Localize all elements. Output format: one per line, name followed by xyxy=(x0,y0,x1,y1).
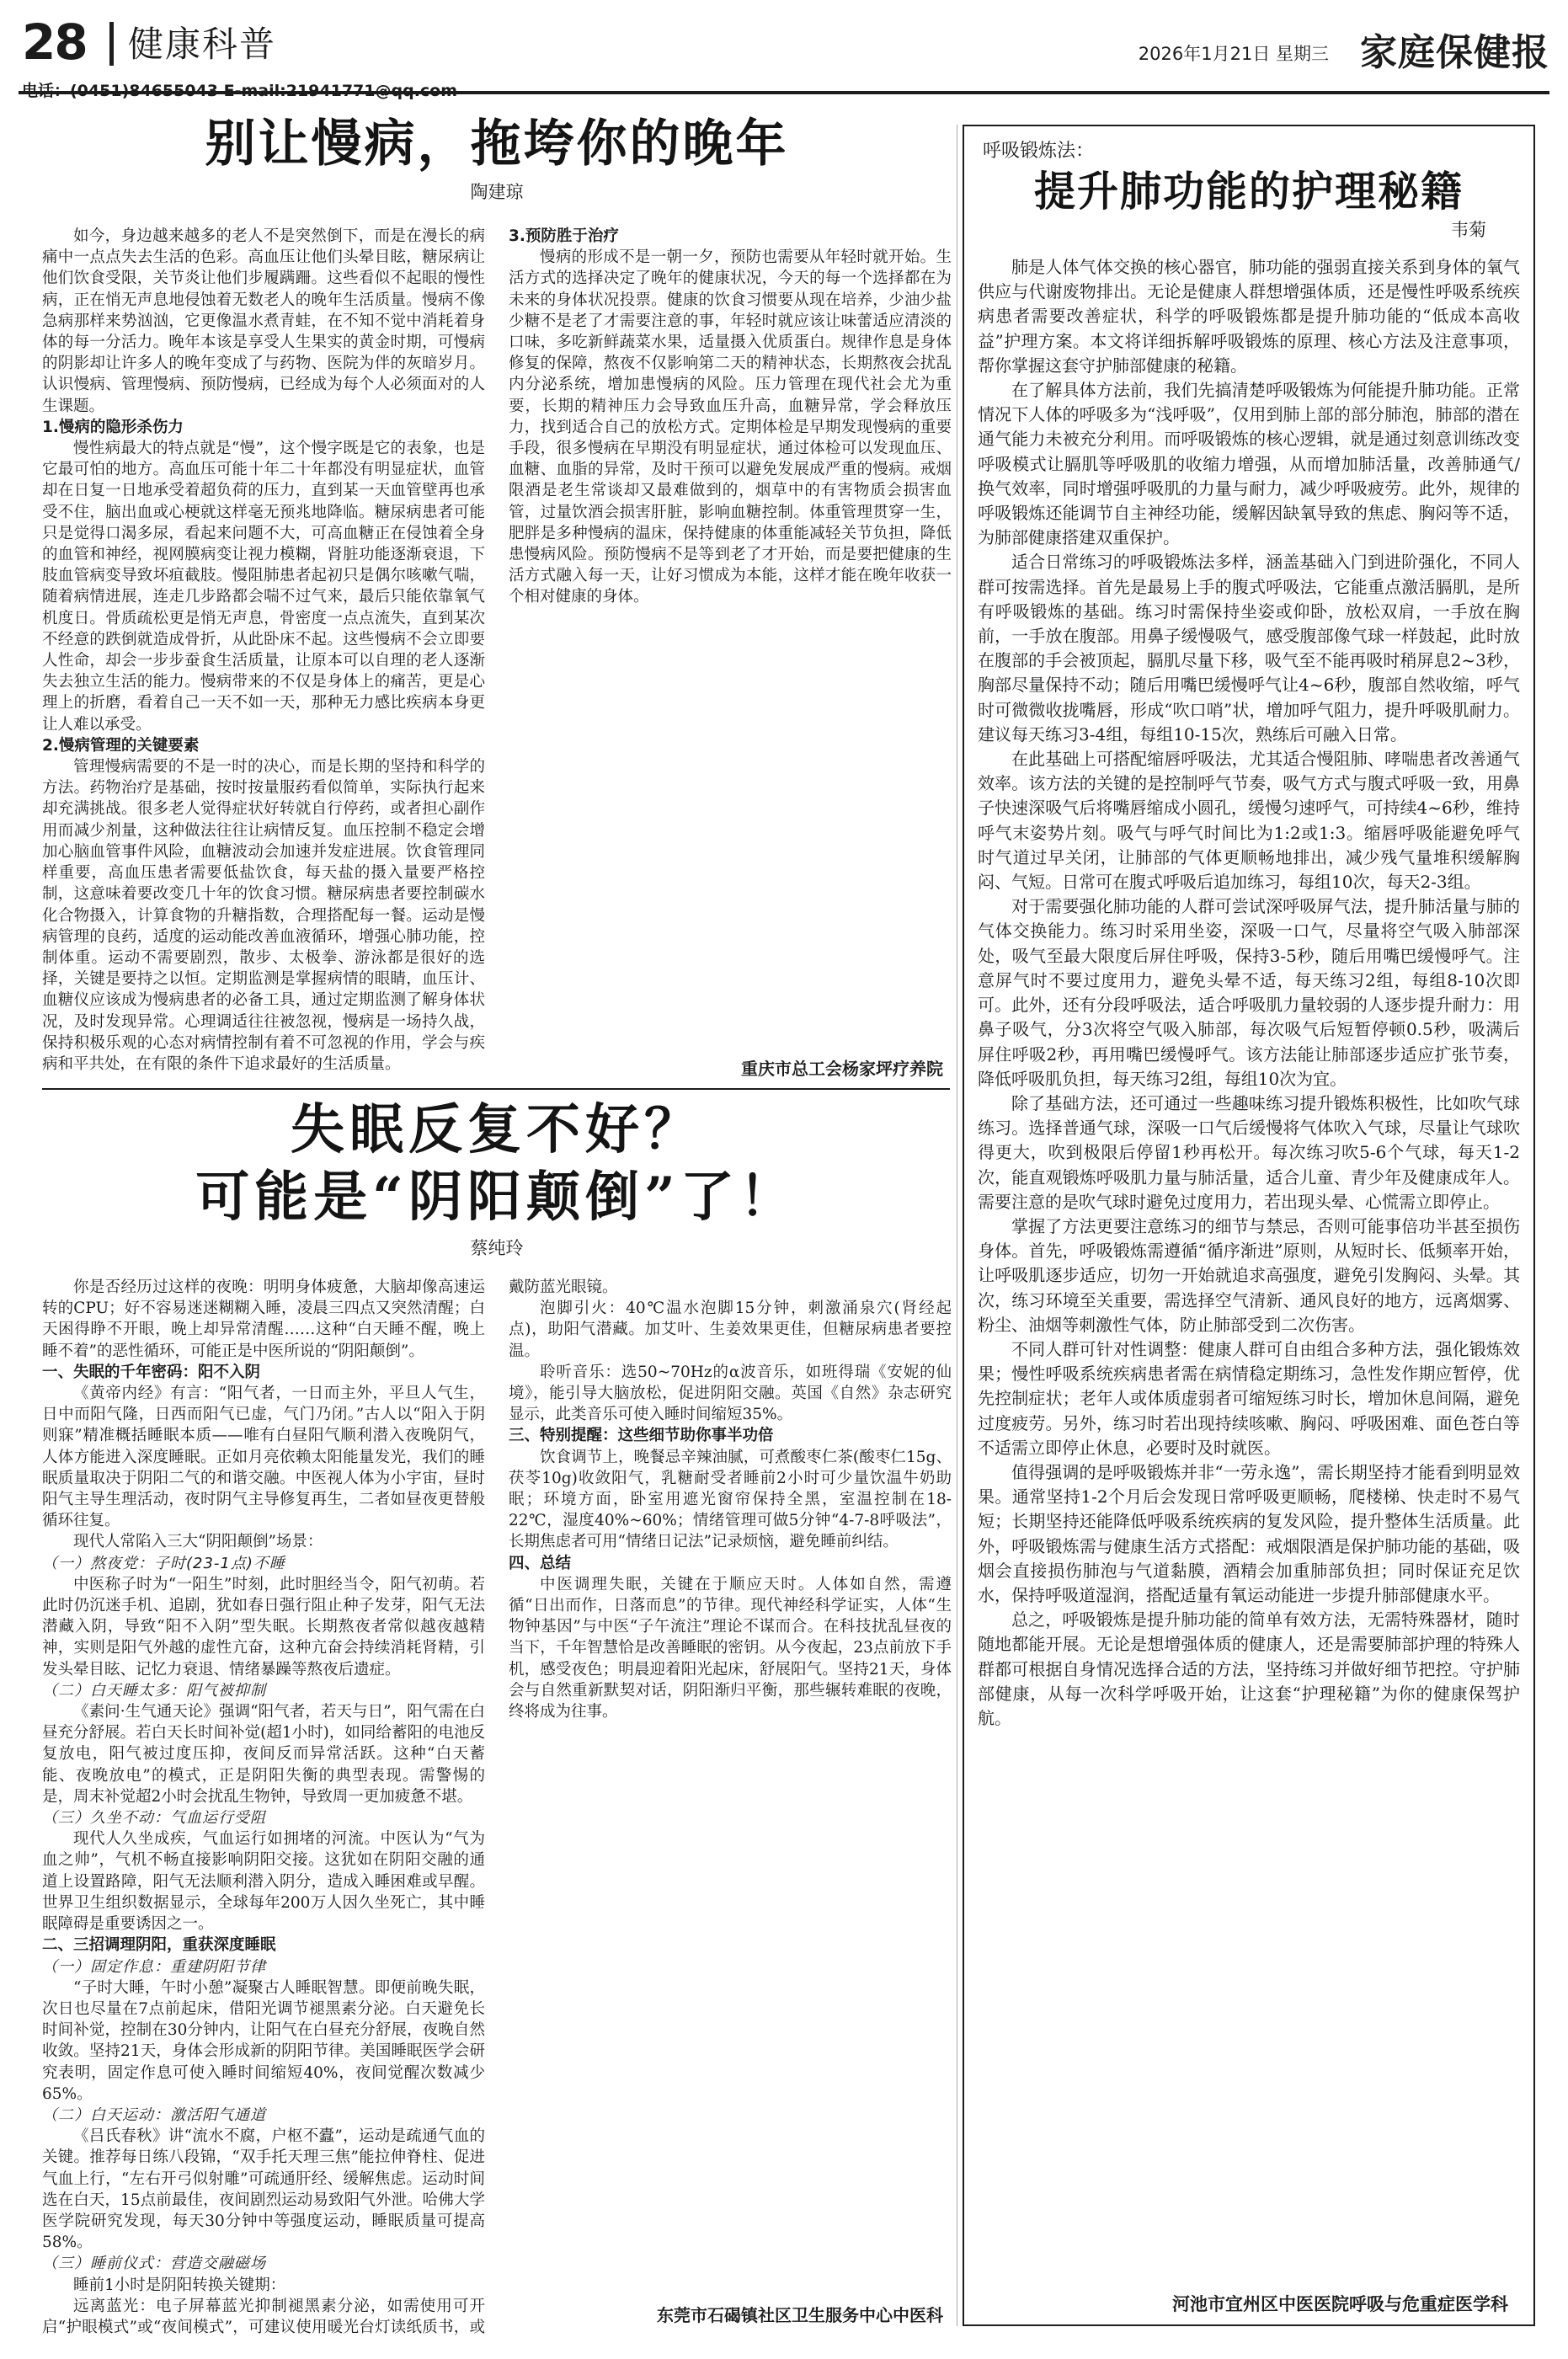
article2-author: 蔡纯玲 xyxy=(470,1238,524,1258)
section-heading: 二、三招调理阴阳，重获深度睡眠 xyxy=(42,1936,276,1955)
article3-body xyxy=(978,255,1520,1731)
subsection-heading: （三）久坐不动：气血运行受阻 xyxy=(42,1809,266,1828)
page-number: 28 xyxy=(22,13,87,71)
subsection-heading: （一）熬夜党：子时(23-1点)不睡 xyxy=(42,1554,285,1572)
section-heading: 2.慢病管理的关键要素 xyxy=(42,736,200,755)
subsection-heading: （二）白天睡太多：阳气被抑制 xyxy=(42,1681,266,1700)
paragraph: 聆听音乐：选50~70Hz的α波音乐，如班得瑞《安妮的仙境》，能引导大脑放松，促进阴阳交融。英国《自然》杂志研究显示，此类音乐可使入睡时间缩短35%。 xyxy=(509,1363,952,1424)
paragraph: 现代人常陷入三大“阴阳颠倒”场景： xyxy=(73,1533,323,1551)
subsection-heading: （二）白天运动：激活阳气通道 xyxy=(42,2105,266,2124)
paragraph: 管理慢病需要的不是一时的决心，而是长期的坚持和科学的方法。药物治疗是基础，按时按量服药看似简单，实际执行起来却充满挑战。很多老人觉得症状好转就自行停药，或者担心副作用而减少剂量，这种做法往往让病情反复。血压控制不稳定会增加心脑血管事件风险，血糖波动会加速并发症进展。饮食管理同样重要，高血压患者需要低盐饮食，每天盐的摄入量要严格控制，这意味着要改变几十年的饮食习惯。糖尿病患者要控制碳水化合物摄入，计算食物的升糖指数，合理搭配每一餐。运动是慢病管理的良药，适度的运动能改善血液循环，增强心肺功能，控制体重。运动不需要剧烈，散步、太极拳、游泳都是很好的选择，关键是要持之以恒。定期监测是掌握病情的眼睛，血压计、血糖仪应该成为慢病患者的必备工具，通过定期监测了解身体状况，及时发现异常。心理调适往往被忽视，慢病是一场持久战，保持积极乐观的心态对病情控制有着不可忽视的作用，学会与疾病和平共处，在有限的条件下追求最好的生活质量。 xyxy=(42,758,485,1073)
section-heading: 1.慢病的隐形杀伤力 xyxy=(42,418,184,436)
article3-kicker: 呼吸锻炼法： xyxy=(983,141,1095,162)
subsection-heading: （三）睡前仪式：营造交融磁场 xyxy=(42,2255,266,2273)
article3-org: 河池市宜州区中医医院呼吸与危重症医学科 xyxy=(1172,2294,1508,2314)
subsection-heading: （一）固定作息：重建阴阳节律 xyxy=(42,1957,266,1976)
paragraph: 在了解具体方法前，我们先搞清楚呼吸锻炼为何能提升肺功能。正常情况下人体的呼吸多为“浅呼吸”，仅用到肺上部的部分肺泡，肺部的潜在通气能力未被充分利用。而呼吸锻炼的核心逻辑，就是通过刻意训练改变呼吸模式让膈肌等呼吸肌的收缩力增强，从而增加肺活量，改善肺通气/换气效率，同时增强呼吸肌的力量与耐力，减少呼吸疲劳。此外，规律的呼吸锻炼还能调节自主神经功能，缓解因缺氧导致的焦虑、胸闷等不适，为肺部健康搭建双重保护。 xyxy=(978,380,1520,548)
masthead xyxy=(19,15,1549,91)
article1-author: 陶建琼 xyxy=(470,182,524,202)
paragraph: 慢性病最大的特点就是“慢”，这个慢字既是它的表象，也是它最可怕的地方。高血压可能十年二十年都没有明显症状，血管却在日复一日地承受着超负荷的压力，直到某一天血管壁再也承受不住，脑出血或心梗就这样毫无预兆地降临。糖尿病患者可能只是觉得口渴多尿，看起来问题不大，可高血糖正在侵蚀着全身的血管和神经，视网膜病变让视力模糊，肾脏功能逐渐衰退，下肢血管病变导致坏疽截肢。慢阻肺患者起初只是偶尔咳嗽气喘，随着病情进展，连走几步路都会喘不过气来，最后只能依靠氧气机度日。骨质疏松更是悄无声息，骨密度一点点流失，直到某次不经意的跌倒就造成骨折，从此卧床不起。这些慢病不会立即要人性命，却会一步步蚕食生活质量，让原本可以自理的老人逐渐失去独立生活的能力。慢病带来的不仅是身体上的痛苦，更是心理上的折磨，看着自己一天不如一天，那种无力感比疾病本身更让人难以承受。 xyxy=(42,440,485,734)
article2-org: 东莞市石碣镇社区卫生服务中心中医科 xyxy=(657,2305,943,2325)
article2-body xyxy=(42,1277,952,2359)
section-title: 健康科普 xyxy=(128,24,277,65)
paragraph: 饮食调节上，晚餐忌辛辣油腻，可煮酸枣仁茶(酸枣仁15g、茯苓10g)收敛阳气，乳糖耐受者睡前2小时可少量饮温牛奶助眠；环境方面，卧室用遮光窗帘保持全黑，室温控制在18-22℃，湿度40%~60%；情绪管理可做5分钟“4-7-8呼吸法”，长期焦虑者可用“情绪日记法”记录烦恼，避免睡前纠结。 xyxy=(509,1448,952,1551)
section-heading: 三、特别提醒：这些细节助你事半功倍 xyxy=(509,1427,774,1445)
paragraph: 《吕氏春秋》讲“流水不腐，户枢不蠹”，运动是疏通气血的关键。推荐每日练八段锦，“双手托天理三焦”能拉伸脊柱、促进气血上行，“左右开弓似射雕”可疏通肝经、缓解焦虑。运动时间选在白天，15点前最佳，夜间剧烈运动易致阳气外泄。哈佛大学医学院研究发现，每天30分钟中等强度运动，睡眠质量可提高58%。 xyxy=(42,2127,485,2252)
article2-title-line1: 失眠反复不好？ xyxy=(291,1098,703,1161)
paragraph: 中医称子时为“一阳生”时刻，此时胆经当令，阳气初萌。若此时仍沉迷手机、追剧，犹如春日强行阻止种子发芽，阳气无法潜藏入阴，导致“阳不入阴”型失眠。长期熬夜者常似越夜越精神，实则是阳气外越的虚性亢奋，这种亢奋会持续消耗肾精，引发头晕目眩、记忆力衰退、情绪暴躁等熬夜后遗症。 xyxy=(42,1575,485,1679)
masthead-rule xyxy=(19,91,1549,94)
article-insomnia xyxy=(42,1097,952,2336)
section-heading: 一、失眠的千年密码：阳不入阴 xyxy=(42,1363,261,1381)
paragraph: 值得强调的是呼吸锻炼并非“一劳永逸”，需长期坚持才能看到明显效果。通常坚持1-2个月后会发现日常呼吸更顺畅，爬楼梯、快走时不易气短；长期坚持还能降低呼吸系统疾病的复发风险，提升整体生活质量。此外，呼吸锻炼需与健康生活方式搭配：戒烟限酒是保护肺功能的基础，吸烟会直接损伤肺泡与气道黏膜，酒精会加重肺部负担；同时保证充足饮水，保持呼吸道湿润，搭配适量有氧运动能进一步提升肺部健康水平。 xyxy=(978,1461,1520,1605)
paragraph: 慢病的形成不是一朝一夕，预防也需要从年轻时就开始。生活方式的选择决定了晚年的健康状况，今天的每一个选择都在为未来的身体状况投票。健康的饮食习惯要从现在培养，少油少盐少糖不是老了才需要注意的事，年轻时就应该让味蕾适应清淡的口味，多吃新鲜蔬菜水果，适量摄入优质蛋白。规律作息是身体修复的保障，熬夜不仅影响第二天的精神状态，长期熬夜会扰乱内分泌系统，增加患慢病的风险。压力管理在现代社会尤为重要，长期的精神压力会导致血压升高，血糖异常，学会释放压力，找到适合自己的放松方式。定期体检是早期发现慢病的重要手段，很多慢病在早期没有明显症状，通过体检可以发现血压、血糖、血脂的异常，及时干预可以避免发展成严重的慢病。戒烟限酒是老生常谈却又最难做到的，烟草中的有害物质会损害血管，过量饮酒会损害肝脏，影响血糖控制。体重管理贯穿一生，肥胖是多种慢病的温床，保持健康的体重能减轻关节负担，降低患慢病风险。预防慢病不是等到老了才开始，而是要把健康的生活方式融入每一天，让好习惯成为本能，这样才能在晚年收获一个相对健康的身体。 xyxy=(509,248,952,606)
article1-title: 别让慢病，拖垮你的晚年 xyxy=(205,115,789,173)
paragraph: 掌握了方法更要注意练习的细节与禁忌，否则可能事倍功半甚至损伤身体。首先，呼吸锻炼需遵循“循序渐进”原则，从短时长、低频率开始，让呼吸肌逐步适应，切勿一开始就追求高强度，避免引发胸闷、头晕。其次，练习环境至关重要，需选择空气清新、通风良好的地方，远离烟雾、粉尘、油烟等刺激性气体，防止肺部受到二次伤害。 xyxy=(978,1215,1520,1335)
article-breathing-exercise xyxy=(963,125,1535,2326)
article1-org: 重庆市总工会杨家坪疗养院 xyxy=(741,1059,943,1079)
paragraph: “子时大睡，午时小憩”凝聚古人睡眠智慧。即便前晚失眠，次日也尽量在7点前起床，借阳光调节褪黑素分泌。白天避免长时间补觉，控制在30分钟内，让阳气在白昼充分舒展，夜晚自然收敛。坚持21天，身体会形成新的阴阳节律。美国睡眠医学会研究表明，固定作息可使入睡时间缩短40%，夜间觉醒次数减少65%。 xyxy=(42,1978,485,2103)
paper-name: 家庭保健报 xyxy=(1360,31,1549,74)
article2-title-line2: 可能是“阴阳颠倒”了！ xyxy=(195,1166,798,1229)
paragraph: 现代人久坐成疾，气血运行如拥堵的河流。中医认为“气为血之帅”，气机不畅直接影响阴阳交接。这犹如在阴阳交融的通道上设置路障，阳气无法顺利潜入阴分，造成入睡困难或早醒。世界卫生组织数据显示，全球每年200万人因久坐死亡，其中睡眠障碍是重要诱因之一。 xyxy=(42,1830,485,1934)
paragraph: 肺是人体气体交换的核心器官，肺功能的强弱直接关系到身体的氧气供应与代谢废物排出。无论是健康人群想增强体质，还是慢性呼吸系统疾病患者需要改善症状，科学的呼吸锻炼都是提升肺功能的“低成本高收益”护理方案。本文将详细拆解呼吸锻炼的原理、核心方法及注意事项，帮你掌握这套守护肺部健康的秘籍。 xyxy=(978,257,1520,376)
paragraph: 如今，身边越来越多的老人不是突然倒下，而是在漫长的病痛中一点点失去生活的色彩。高血压让他们头晕目眩，糖尿病让他们饮食受限，关节炎让他们步履蹒跚。这些看似不起眼的慢性病，正在悄无声息地侵蚀着无数老人的晚年生活质量。慢病不像急病那样来势汹汹，它更像温水煮青蛙，在不知不觉中消耗着身体的每一分活力。晚年本该是享受人生果实的黄金时期，可慢病的阴影却让许多人的晚年变成了与药物、医院为伴的灰暗岁月。认识慢病、管理慢病、预防慢病，已经成为每个人必须面对的人生课题。 xyxy=(42,227,485,415)
paragraph: 《素问·生气通天论》强调“阳气者，若天与日”，阳气需在白昼充分舒展。若白天长时间补觉(超1小时)，如同给蓄阳的电池反复放电，阳气被过度压抑，夜间反而异常活跃。这种“白天蓄能、夜晚放电”的模式，正是阴阳失衡的典型表现。需警惕的是，周末补觉超2小时会扰乱生物钟，导致周一更加疲惫不堪。 xyxy=(42,1703,485,1806)
paragraph: 睡前1小时是阴阳转换关键期： xyxy=(73,2276,286,2294)
article3-author: 韦菊 xyxy=(1451,220,1486,240)
masthead-divider xyxy=(109,22,114,66)
paragraph: 对于需要强化肺功能的人群可尝试深呼吸屏气法，提升肺活量与肺的气体交换能力。练习时采用坐姿，深吸一口气，尽量将空气吸入肺部深处，吸气至最大限度后屏住呼吸，保持3-5秒，随后用嘴巴缓慢呼气。注意屏气时不要过度用力，避免头晕不适，每天练习2组，每组8-10次即可。此外，还有分段呼吸法，适合呼吸肌力量较弱的人逐步提升耐力：用鼻子吸气，分3次将空气吸入肺部，每次吸气后短暂停顿0.5秒，吸满后屏住呼吸2秒，再用嘴巴缓慢呼气。该方法能让肺部逐步适应扩张节奏，降低呼吸肌负担，每天练习2组，每组10次为宜。 xyxy=(978,896,1520,1089)
paragraph: 不同人群可针对性调整：健康人群可自由组合多种方法，强化锻炼效果；慢性呼吸系统疾病患者需在病情稳定期练习，急性发作期应暂停，优先控制症状；老年人或体质虚弱者可缩短练习时长，增加休息间隔，避免过度疲劳。另外，练习时若出现持续咳嗽、胸闷、呼吸困难、面色苍白等不适需立即停止休息，必要时及时就医。 xyxy=(978,1338,1520,1458)
paragraph: 在此基础上可搭配缩唇呼吸法，尤其适合慢阻肺、哮喘患者改善通气效率。该方法的关键的是控制呼气节奏，吸气方式与腹式呼吸一致，用鼻子快速深吸气后将嘴唇缩成小圆孔，缓慢匀速呼气，可持续4~6秒，维持呼气末姿势片刻。吸气与呼气时间比为1:2或1:3。缩唇呼吸能避免呼气时气道过早关闭，让肺部的气体更顺畅地排出，减少残气量堆积缓解胸闷、气短。日常可在腹式呼吸后追加练习，每组10次，每天2-3组。 xyxy=(978,749,1520,893)
contact-info xyxy=(22,78,457,101)
article-divider xyxy=(42,1088,950,1090)
paragraph: 《黄帝内经》有言：“阳气者，一日而主外，平旦人气生，日中而阳气隆，日西而阳气已虚，气门乃闭。”古人以“阳入于阴则寐”精准概括睡眠本质——唯有白昼阳气顺利潜入夜晚阴气，人体方能进入深度睡眠。正如月亮依赖太阳能量发光，我们的睡眠质量取决于阴阳二气的和谐交融。中医视人体为小宇宙，昼时阳气主导生理活动，夜时阴气主导修复再生，二者如昼夜更替般循环往复。 xyxy=(42,1385,485,1530)
section-heading: 3.预防胜于治疗 xyxy=(509,227,619,245)
paragraph: 中医调理失眠，关键在于顺应天时。人体如自然，需遵循“日出而作，日落而息”的节律。现代神经科学证实，人体“生物钟基因”与中医“子午流注”理论不谋而合。在科技扰乱昼夜的当下，千年智慧恰是改善睡眠的密钥。从今夜起，23点前放下手机，感受夜色；明晨迎着阳光起床，舒展阳气。坚持21天，身体会与自然重新默契对话，阴阳渐归平衡，那些辗转难眠的夜晚，终将成为往事。 xyxy=(509,1575,952,1721)
article3-title: 提升肺功能的护理秘籍 xyxy=(1033,167,1464,216)
paragraph: 总之，呼吸锻炼是提升肺功能的简单有效方法，无需特殊器材，随时随地都能开展。无论是想增强体质的健康人，还是需要肺部护理的特殊人群都可根据自身情况选择合适的方法，坚持练习并做好细节把控。守护肺部健康，从每一次科学呼吸开始，让这套“护理秘籍”为你的健康保驾护航。 xyxy=(978,1609,1520,1728)
paragraph: 适合日常练习的呼吸锻炼法多样，涵盖基础入门到进阶强化，不同人群可按需选择。首先是最易上手的腹式呼吸法，它能重点激活膈肌，是所有呼吸锻炼的基础。练习时需保持坐姿或仰卧，放松双肩，一手放在胸前，一手放在腹部。用鼻子缓慢吸气，感受腹部像气球一样鼓起，此时放在腹部的手会被顶起，膈肌尽量下移，吸气至不能再吸时稍屏息2~3秒，胸部尽量保持不动；随后用嘴巴缓慢呼气让4~6秒，腹部自然收缩，呼气时可微微收拢嘴唇，形成“吹口哨”状，增加呼气阻力，提升呼吸肌耐力。建议每天练习3-4组，每组10-15次，熟练后可融入日常。 xyxy=(978,552,1520,745)
article1-body xyxy=(42,226,952,1085)
paragraph: 除了基础方法，还可通过一些趣味练习提升锻炼积极性，比如吹气球练习。选择普通气球，深吸一口气后缓慢将气体吹入气球，尽量让气球吹得更大，吹到极限后停留1秒再松开。每次练习吹5-6个气球，每天1-2次，能直观锻炼呼吸肌力量与肺活量，适合儿童、青少年及健康成年人。需要注意的是吹气球时避免过度用力，若出现头晕、心慌需立即停止。 xyxy=(978,1092,1520,1212)
paragraph: 你是否经历过这样的夜晚：明明身体疲惫，大脑却像高速运转的CPU；好不容易迷迷糊糊入睡，凌晨三四点又突然清醒；白天困得睁不开眼，晚上却异常清醒……这种“白天睡不醒，晚上睡不着”的恶性循环，可能正是中医所说的“阴阳颠倒”。 xyxy=(42,1278,485,1360)
article-chronic-disease xyxy=(42,111,952,1080)
issue-date: 2026年1月21日 星期三 xyxy=(1138,44,1329,64)
paragraph: 泡脚引火：40℃温水泡脚15分钟，刺激涌泉穴(肾经起点)，助阳气潜藏。加艾叶、生姜效果更佳，但糖尿病患者要控温。 xyxy=(509,1300,952,1360)
section-heading: 四、总结 xyxy=(509,1554,572,1572)
paragraph: 远离蓝光：电子屏幕蓝光抑制褪黑素分泌，如需使用可开启“护眼模式”或“夜间模式”，可建议使用暖光台灯读纸质书，或戴防蓝光眼镜。 xyxy=(42,1278,618,2336)
